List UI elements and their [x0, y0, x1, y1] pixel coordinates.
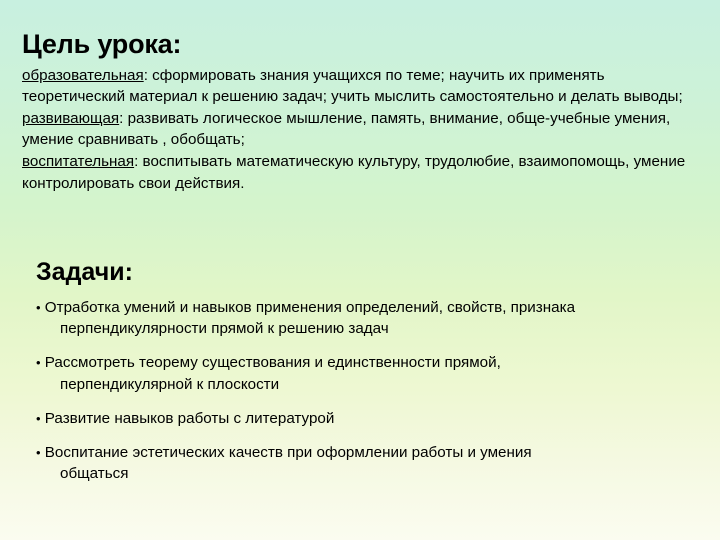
goal-label-developmental: развивающая: [22, 109, 120, 127]
goal-text-upbringing: : воспитывать математическую культуру, трудолюбие, взаимопомощь, умение контролировать свои действия.: [22, 153, 686, 192]
goal-section: [22, 30, 702, 196]
goal-label-upbringing: воспитательная: [22, 153, 135, 170]
goal-label-educational: образовательная: [22, 66, 144, 84]
goal-line-upbringing: [22, 151, 702, 194]
list-item: [36, 408, 696, 429]
list-item: [36, 352, 696, 395]
task-text-line1: Отработка умений и навыков применения определений, свойств, признака: [44, 298, 576, 316]
task-text-line1: Рассмотреть теорему существования и единственности прямой,: [44, 354, 501, 372]
list-item: [36, 442, 696, 485]
tasks-title: Задачи:: [36, 258, 133, 286]
bullet-icon: •: [36, 445, 41, 461]
goal-text-developmental: : развивать логическое мышление, память, внимание, обще-учебные умения, умение сравнивать , обобщать;: [22, 109, 671, 149]
goal-line-educational: [22, 65, 702, 108]
task-text-line2: перпендикулярной к плоскости: [60, 375, 280, 393]
goal-text-educational: : сформировать знания учащихся по теме; научить их применять теоретический материал к решению задач; учить мыслить самостоятельно и делать выводы;: [22, 66, 683, 106]
bullet-icon: •: [36, 299, 41, 315]
task-text-line2: общаться: [60, 465, 129, 483]
goal-title: Цель урока:: [22, 29, 182, 59]
goal-body: [22, 65, 702, 194]
task-text-line1: Развитие навыков работы с литературой: [44, 409, 335, 427]
task-text-line2: перпендикулярности прямой к решению задач: [60, 320, 389, 338]
bullet-icon: •: [36, 355, 41, 371]
bullet-icon: •: [36, 410, 41, 426]
task-text-line1: Воспитание эстетических качеств при оформлении работы и умения: [44, 444, 532, 462]
tasks-section: [36, 258, 696, 498]
goal-line-developmental: [22, 108, 702, 151]
list-item: [36, 297, 696, 340]
